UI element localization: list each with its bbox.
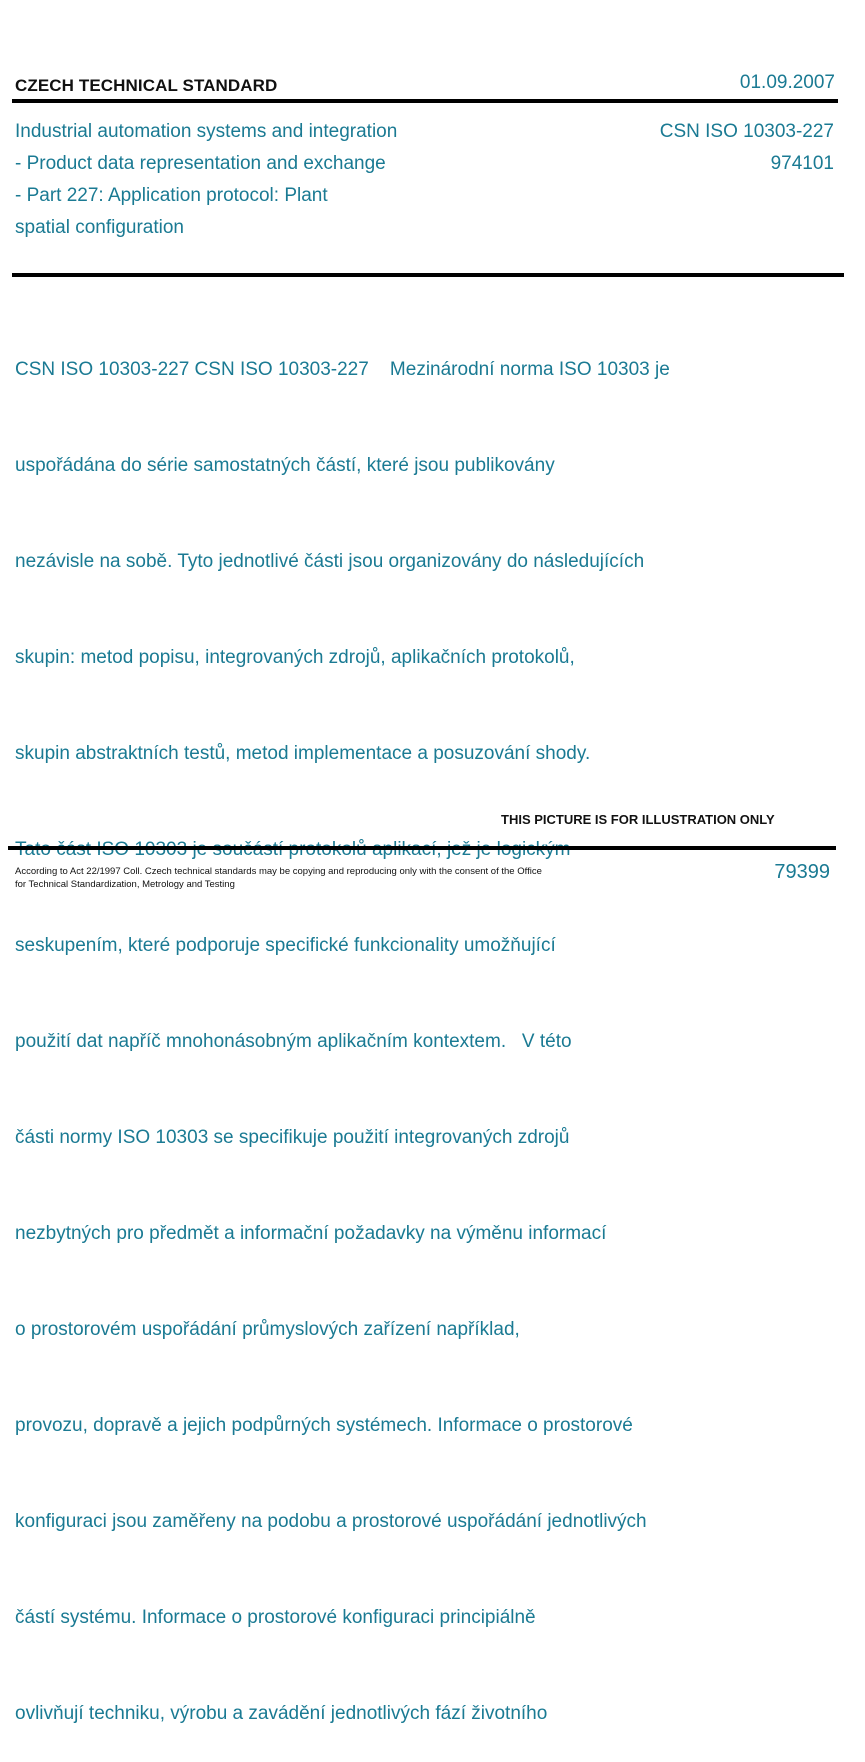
copyright-line: According to Act 22/1997 Coll. Czech technical standards may be copying and reproducing only with the consent of the Office xyxy=(15,866,542,877)
copyright-line: for Technical Standardization, Metrology and Testing xyxy=(15,879,235,890)
abstract-line xyxy=(15,834,845,866)
title-divider xyxy=(12,273,844,277)
abstract-line: skupin abstraktních testů, metod implementace a posuzování shody. xyxy=(15,743,591,764)
standard-title-line: - Part 227: Application protocol: Plant xyxy=(15,185,328,206)
abstract-line: seskupením, které podporuje specifické funkcionality umožňující xyxy=(15,935,556,956)
abstract-line: CSN ISO 10303-227 CSN ISO 10303-227 Mezinárodní norma ISO 10303 je xyxy=(15,359,670,380)
abstract-line: částí systému. Informace o prostorové konfiguraci principiálně xyxy=(15,1607,536,1628)
footer-divider xyxy=(8,846,836,850)
document-type-label: CZECH TECHNICAL STANDARD xyxy=(15,76,278,95)
publication-date: 01.09.2007 xyxy=(739,72,835,93)
standard-title-line: - Product data representation and exchange xyxy=(15,153,386,174)
standard-code: CSN ISO 10303-227 xyxy=(659,121,834,142)
standard-number: 974101 xyxy=(770,153,834,174)
header-divider xyxy=(12,99,838,103)
standard-title-line: Industrial automation systems and integration xyxy=(15,121,398,142)
copyright-notice xyxy=(15,865,595,891)
abstract-line: části normy ISO 10303 se specifikuje použití integrovaných zdrojů xyxy=(15,1127,570,1148)
abstract-line: ovlivňují techniku, výrobu a zavádění jednotlivých fází životního xyxy=(15,1703,548,1724)
abstract-line: skupin: metod popisu, integrovaných zdrojů, aplikačních protokolů, xyxy=(15,647,575,668)
abstract-line: použití dat napříč mnohonásobným aplikačním kontextem. V této xyxy=(15,1031,572,1052)
abstract-line: provozu, dopravě a jejich podpůrných systémech. Informace o prostorové xyxy=(15,1415,633,1436)
standard-title xyxy=(15,116,397,244)
illustration-disclaimer: THIS PICTURE IS FOR ILLUSTRATION ONLY xyxy=(501,812,775,827)
catalog-number: 79399 xyxy=(774,861,830,883)
abstract-line: nezbytných pro předmět a informační požadavky na výměnu informací xyxy=(15,1223,607,1244)
abstract-line: uspořádána do série samostatných částí, které jsou publikovány xyxy=(15,455,555,476)
abstract-line: nezávisle na sobě. Tyto jednotlivé části jsou organizovány do následujících xyxy=(15,551,645,572)
standard-title-line: spatial configuration xyxy=(15,217,184,238)
standard-identifiers xyxy=(660,116,834,180)
abstract-line: o prostorovém uspořádání průmyslových zařízení například, xyxy=(15,1319,520,1340)
abstract-text xyxy=(15,290,845,1762)
abstract-line: konfiguraci jsou zaměřeny na podobu a prostorové uspořádání jednotlivých xyxy=(15,1511,647,1532)
